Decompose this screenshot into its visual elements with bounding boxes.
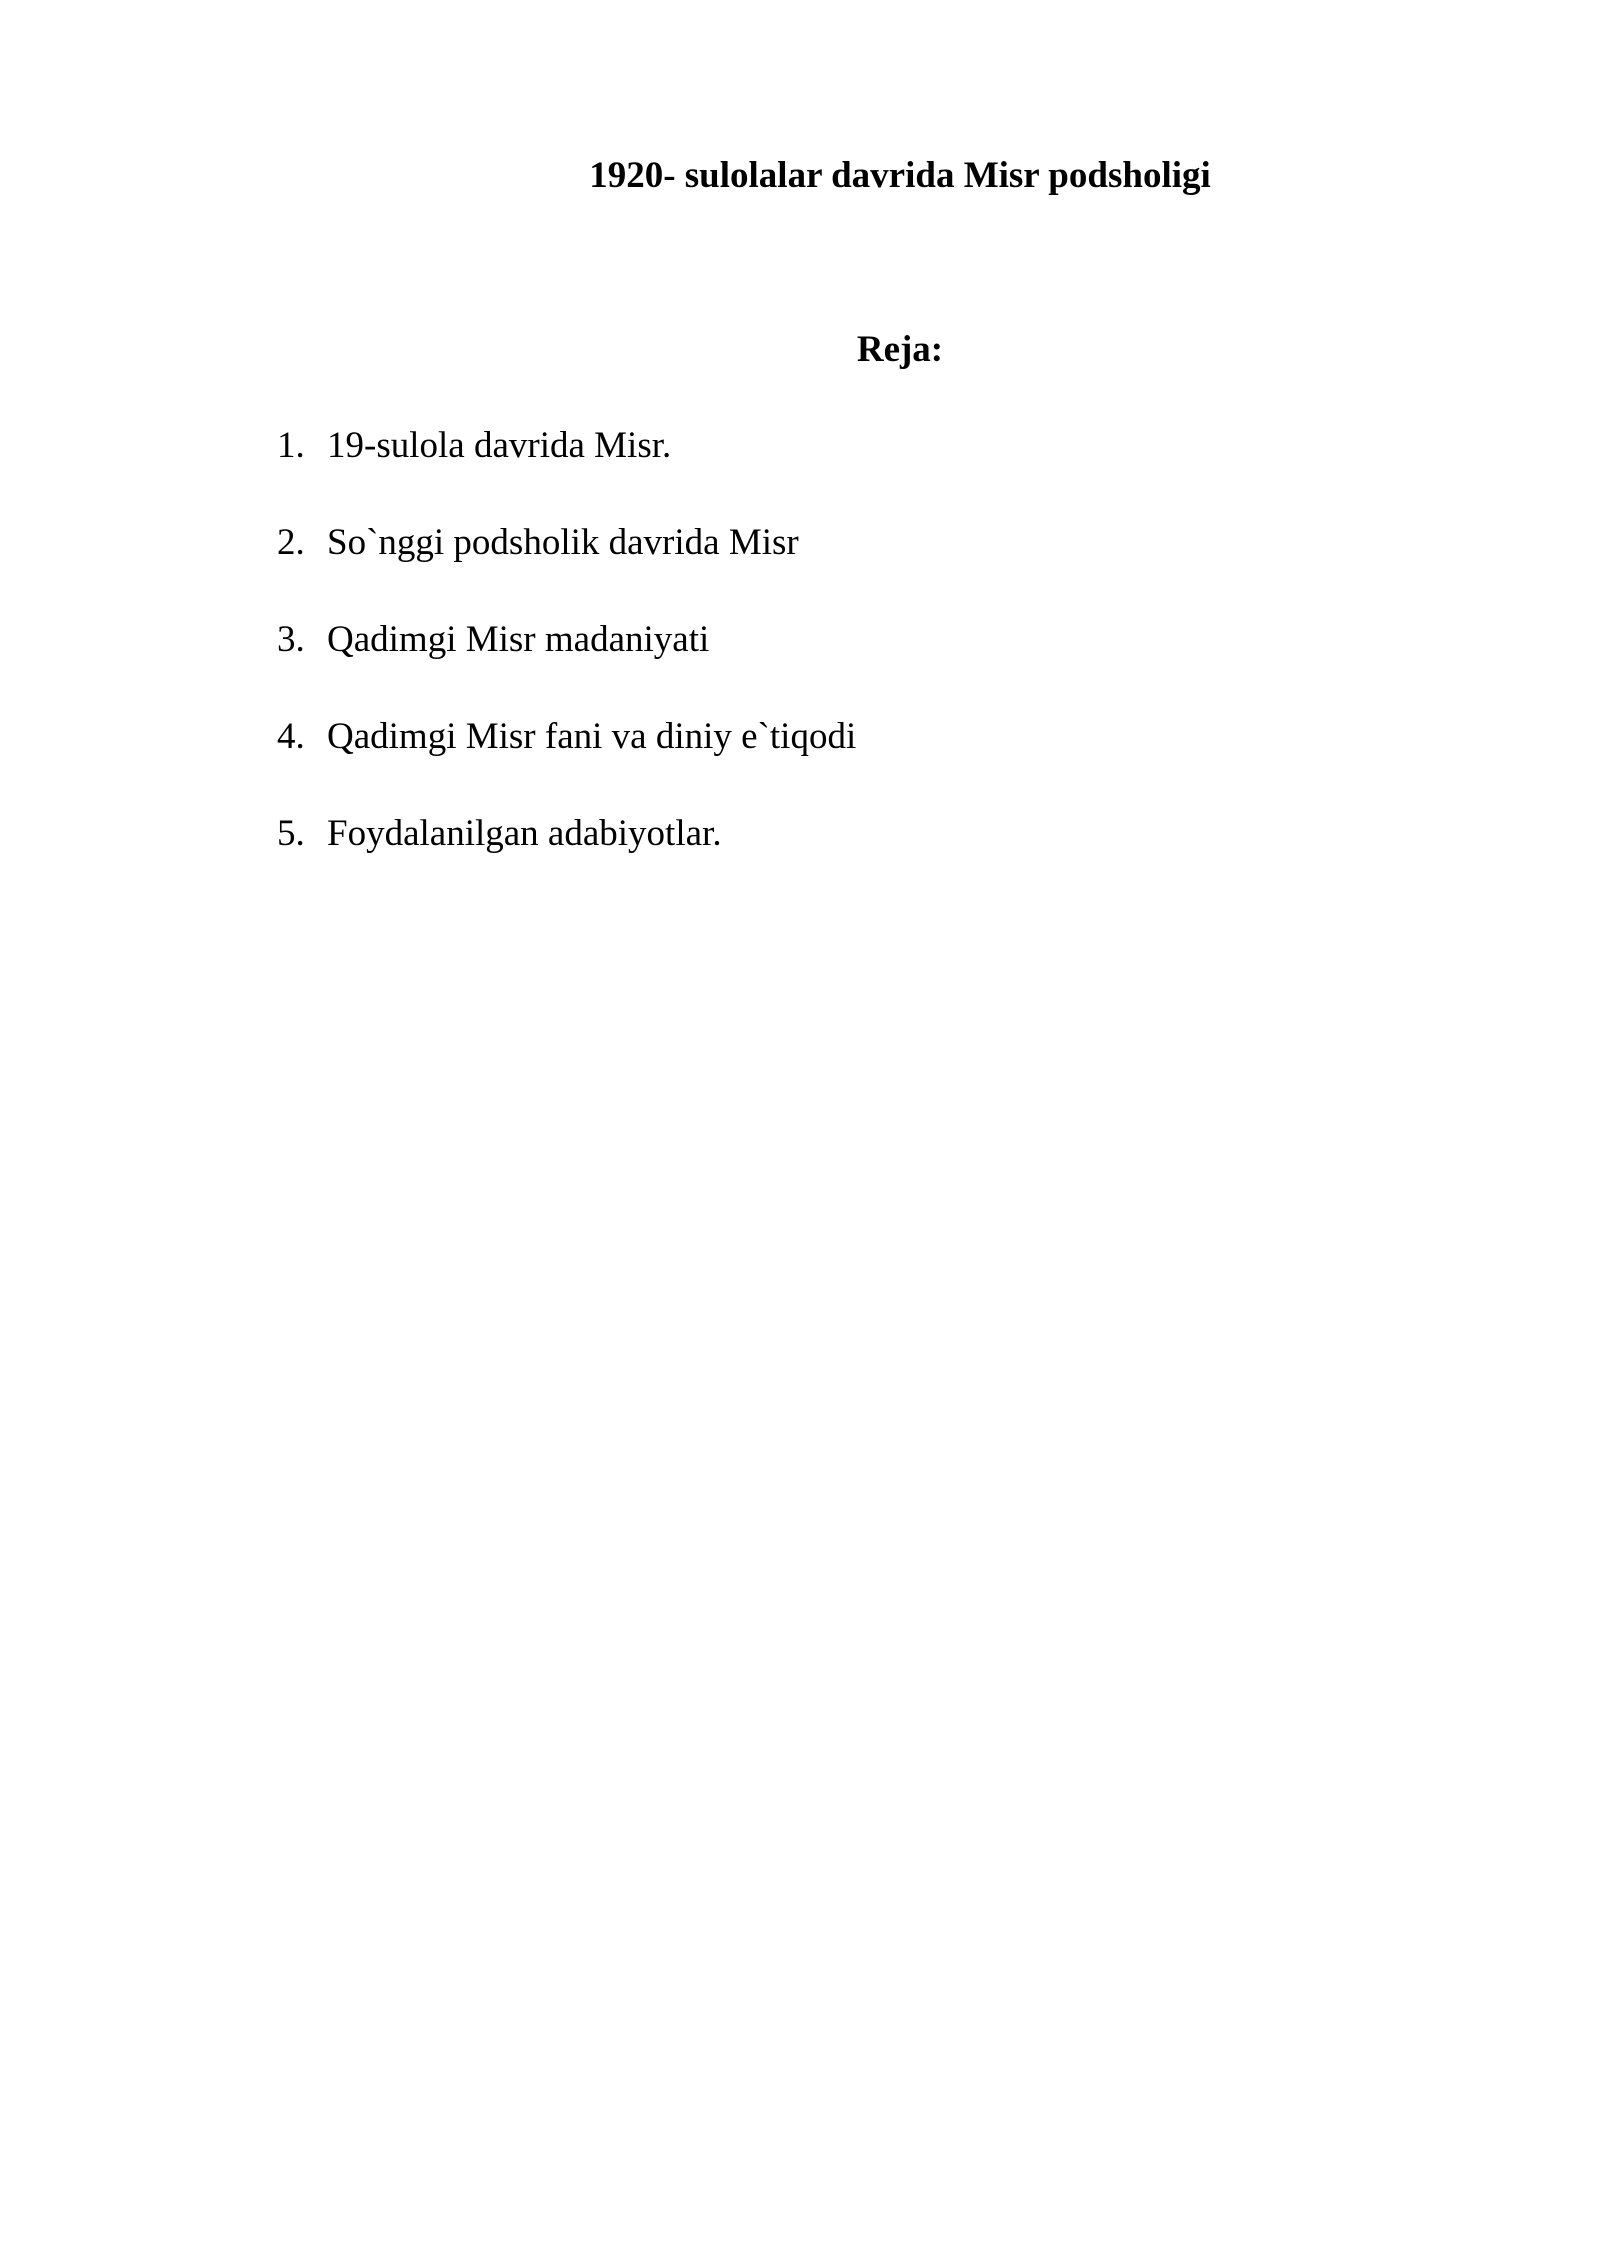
plan-item-text: Qadimgi Misr madaniyati (327, 619, 710, 660)
plan-item (277, 612, 856, 668)
plan-item-text: So`nggi podsholik davrida Misr (327, 522, 799, 563)
plan-item-text: Qadimgi Misr fani va diniy e`tiqodi (327, 716, 857, 757)
plan-item-number: 3. (277, 619, 305, 660)
plan-item-text: Foydalanilgan adabiyotlar. (327, 813, 722, 854)
plan-item-number: 4. (277, 716, 305, 757)
plan-item-number: 1. (277, 425, 305, 466)
plan-item-text: 19-sulola davrida Misr. (327, 425, 672, 466)
plan-item (277, 709, 856, 765)
plan-item (277, 418, 856, 474)
plan-item-number: 2. (277, 522, 305, 563)
plan-list (277, 418, 856, 903)
document-title: 1920- sulolalar davrida Misr podsholigi (589, 155, 1211, 196)
plan-item (277, 806, 856, 862)
plan-heading: Reja: (856, 329, 944, 370)
plan-item-number: 5. (277, 813, 305, 854)
plan-item (277, 515, 856, 571)
